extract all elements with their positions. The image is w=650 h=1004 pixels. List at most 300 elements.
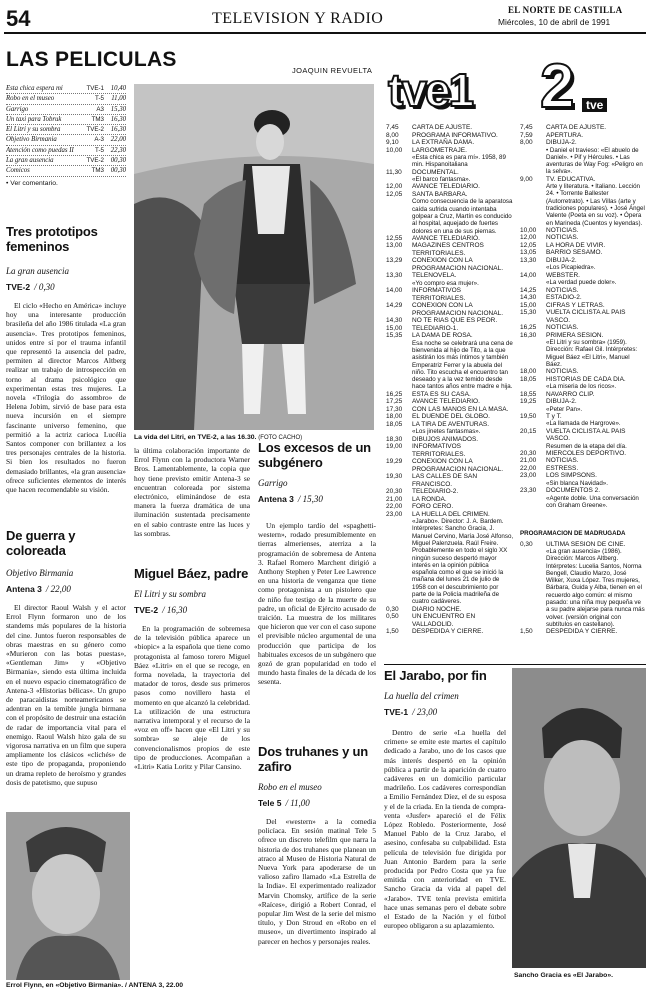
schedule-row [386, 436, 514, 444]
schedule-program: CARTA DE AJUSTE. [546, 124, 607, 131]
schedule-note: «Esta chica es para mí». 1958, 89 min. Hispanoitaliana [412, 154, 506, 169]
schedule-program: TV. EDUCATIVA. [546, 175, 596, 183]
film-grid [6, 84, 126, 187]
film-grid-time: 22,30 [110, 146, 126, 154]
schedule-time: 18,05 [386, 420, 403, 428]
section-title: TELEVISION Y RADIO [212, 10, 384, 27]
schedule-row [520, 302, 646, 310]
issue-date: Miércoles, 10 de abril de 1991 [498, 17, 611, 27]
schedule-time: 15,00 [520, 301, 537, 309]
schedule-note: Resumen de la etapa del día. [546, 442, 627, 450]
schedule-row [520, 287, 646, 295]
schedule-note: «Los Picapiedra». [546, 264, 596, 272]
schedule-program: EL DUENDE DEL GLOBO. [412, 413, 490, 421]
time: / 23,00 [412, 707, 438, 717]
schedule-time: 14,25 [520, 286, 537, 294]
page-number: 54 [6, 6, 31, 31]
schedule-row [520, 257, 646, 265]
schedule-time: 0,30 [386, 605, 399, 613]
schedule-row [520, 541, 646, 549]
peliculas-title: LAS PELICULAS [6, 48, 177, 71]
schedule-row [520, 332, 646, 340]
schedule-program: CIFRAS Y LETRAS. [546, 301, 605, 309]
schedule-row [386, 391, 514, 399]
schedule-program: NOTICIAS. [546, 368, 579, 376]
schedule-row [386, 124, 514, 132]
schedule-row [520, 487, 646, 495]
schedule-program: INFORMATIVOS TERRITORIALES. [412, 287, 466, 302]
schedule-row [386, 169, 514, 177]
film-title: Robo en el museo [258, 782, 322, 792]
schedule-time: 7,59 [520, 131, 533, 139]
film-grid-channel: TVE-2 [86, 157, 104, 165]
schedule-row [520, 124, 646, 132]
schedule-row [520, 450, 646, 458]
paper-name: EL NORTE DE CASTILLA [508, 5, 623, 15]
time: / 16,30 [162, 605, 188, 616]
schedule-row [520, 324, 646, 332]
schedule-note: «Sin blanca Navidad». [546, 479, 608, 487]
schedule-row [386, 183, 514, 191]
article-body: Un ejemplo tardío del «spaghetti-western», rodado presumiblemente en tierras almerienses, aterriza a la programación de sobremesa de Antena 3. Rafael Romero Marchent dirigió a Anthony Stephen y Peter Lee Lawrence en una historia de venganza que tiene como protagonista a un pistolero que de niño fue testigo de la muerte de su padre, un oficial de Ejército acusado de traición. La muestra de los militares que hicieron que ver con el caso supone el previsible núcleo argumental de una producción que participa de los habituales excesos de un subgénero que gozó de gran popularidad en todo el mundo hasta finales de la década de los sesenta. [258, 521, 376, 687]
schedule-program: PRIMERA SESION. [546, 331, 604, 339]
schedule-time: 16,30 [520, 331, 537, 339]
headline: Los excesos de un subgénero [258, 440, 371, 470]
schedule-program: LA DAMA DE ROSA. [412, 332, 473, 340]
schedule-row [386, 496, 514, 504]
channel: TVE-2 [6, 282, 31, 292]
schedule-note: Esa noche se celebrará una cena de bienvenida al hijo de Tito, a la que asistirán los más íntimos y también Emperatriz Ferrer y la abuela del niño. Tito escucha el encuentro tan deseado y a la vez temido desde hace tantos años entre madre e hija. [412, 339, 513, 391]
film-grid-row [6, 115, 126, 125]
schedule-program: NOTICIAS. [546, 457, 579, 465]
schedule-program: VUELTA CICLISTA AL PAIS VASCO. [546, 309, 626, 324]
madrugada-label: PROGRAMACION DE MADRUGADA [520, 530, 626, 537]
headline: Miguel Báez, padre [134, 566, 249, 582]
schedule-row [520, 376, 646, 384]
schedule-time: 14,30 [386, 317, 403, 325]
film-grid-time: 10,40 [110, 85, 126, 92]
film-grid-title: La gran ausencia [6, 157, 54, 165]
film-grid-title: Robo en el museo [6, 95, 55, 103]
schedule-row [386, 287, 514, 302]
schedule-time: 19,50 [520, 412, 537, 420]
schedule-program: LA HORA DE VIVIR. [546, 241, 606, 249]
schedule-time: 11,30 [386, 168, 402, 176]
headline: Tres prototipos femeninos [6, 224, 98, 254]
schedule-program: AVANCE TELEDIARIO. [412, 183, 480, 191]
jarabo-rule [384, 664, 646, 665]
schedule-row [386, 242, 514, 257]
time: / 22,00 [45, 584, 71, 594]
schedule-row [386, 511, 514, 519]
schedule-time: 16,25 [520, 324, 537, 332]
schedule-row [386, 413, 514, 421]
schedule-time: 12,00 [520, 234, 537, 242]
schedule-program: DIBUJA-2. [546, 398, 577, 406]
schedule-row [386, 628, 514, 636]
schedule-program: CARTA DE AJUSTE. [412, 124, 473, 131]
schedule-program: NAVARRO CLIP. [546, 390, 595, 398]
schedule-program: BARRIO SESAMO. [546, 249, 603, 257]
schedule-row [520, 368, 646, 376]
schedule-row [520, 234, 646, 242]
article-miguel-baez [134, 446, 250, 976]
channel: TVE-1 [384, 707, 409, 717]
schedule-program: ESTADIO-2. [546, 294, 582, 302]
film-grid-channel: TVE-1 [86, 85, 104, 92]
film-grid-row [6, 125, 126, 135]
schedule-time: 15,35 [386, 332, 403, 340]
schedule-time: 19,30 [386, 473, 403, 481]
schedule-program: DIARIO NOCHE. [412, 605, 462, 613]
schedule-program: AVANCE TELEDIARIO. [412, 398, 480, 406]
schedule-program: DESPEDIDA Y CIERRE. [412, 628, 484, 636]
article-truhanes [258, 744, 376, 984]
schedule-program: MIERCOLES DEPORTIVO. [546, 449, 627, 457]
schedule-time: 9,10 [386, 139, 399, 146]
schedule-program: LAS CALLES DE SAN FRANCISCO. [412, 473, 478, 488]
photo-credit: (FOTO CACHO) [258, 435, 303, 441]
schedule-time: 18,00 [520, 368, 537, 376]
film-title: La huella del crimen [384, 691, 459, 701]
schedule-note: «Los jinetes fantasmas». [412, 428, 481, 436]
schedule-row [386, 139, 514, 147]
schedule-program: VUELTA CICLISTA AL PAIS VASCO. [546, 427, 626, 443]
schedule-time: 13,30 [386, 272, 403, 280]
schedule-row [520, 272, 646, 280]
film-grid-title: Garrigo [6, 105, 29, 113]
schedule-note: «La llamada de Hargrove». [546, 420, 621, 428]
schedule-row [520, 413, 646, 421]
schedule-note: «El barco fantasma». [412, 176, 471, 184]
grid-legend-text: Ver comentario. [10, 179, 58, 187]
schedule-program: LARGOMETRAJE. [412, 146, 467, 154]
schedule-time: 18,05 [520, 375, 537, 383]
schedule-time: 20,30 [520, 449, 537, 457]
schedule-time: 12,05 [386, 190, 403, 198]
flynn-caption: Errol Flynn, en «Objetivo Birmania». / ANTENA 3, 22.00 [6, 982, 184, 989]
schedule-time: 8,00 [386, 131, 399, 139]
article-body: En la programación de sobremesa de la televisión pública aparece un «biopic» a la española que tiene como protagonista al famoso torero Miguel Báez «Litri» en el que se recoge, en forma novelada, la trayectoria del matador de toros, desde sus primeros pasos como novillero hasta el momento en que alcanzó la celebridad. La utilización de una estructura narrativa intemporal y el recurso de la «voz en off» hacen que «El Litri y su sombra» se aleje de los convencionalismos propios de este tipo de producciones. Acompañan a «Litri» Katia Loritz y Pilar Cansino. [134, 624, 250, 772]
tve1-logo-text: tve1 [388, 64, 473, 116]
film-grid-title: Esta chica espera mi [6, 85, 63, 92]
schedule-program: ESTA ES SU CASA. [412, 390, 471, 398]
film-grid-time: 00,30 [110, 167, 126, 175]
film-grid-time: 11,00 [111, 95, 126, 103]
schedule-row [520, 139, 646, 147]
schedule-time: 15,30 [520, 309, 537, 317]
schedule-time: 1,50 [520, 628, 533, 636]
film-grid-time: 00,30 [110, 157, 126, 165]
schedule-row [386, 398, 514, 406]
film-grid-title: Comicos [6, 167, 30, 175]
schedule-row [520, 428, 646, 443]
schedule-time: 22,00 [520, 464, 537, 472]
schedule-row [386, 458, 514, 473]
schedule-row [386, 503, 514, 511]
schedule-time: 21,00 [386, 495, 403, 503]
schedule-program: SANTA BARBARA. [412, 190, 468, 198]
schedule-row [520, 398, 646, 406]
film-grid-title: Objetivo Birmania [6, 136, 57, 144]
schedule-time: 10,00 [386, 146, 403, 154]
schedule-program: NOTICIAS. [546, 234, 579, 242]
schedule-time: 14,00 [520, 271, 537, 279]
schedule-time: 12,55 [386, 234, 403, 242]
schedule-time: 14,00 [386, 287, 403, 295]
schedule-row [520, 309, 646, 324]
schedule-program: NOTICIAS. [546, 286, 579, 294]
film-grid-time: 16,30 [110, 126, 126, 134]
schedule-row [386, 473, 514, 488]
channel: Antena 3 [6, 584, 42, 594]
time: / 15,30 [297, 494, 323, 504]
schedule-note: Arte y literatura. • Italiano. Lección 24. • Torrente Ballester (Autorretrato). • Las Villas (arte y tradiciones populares). • José Ángel Valente (Poeta en su voz). • Ópera en Marineda (Cuentos y leyendas). [546, 183, 645, 227]
schedule-row [520, 294, 646, 302]
schedule-time: 12,00 [386, 183, 403, 191]
schedule-row [386, 443, 514, 458]
channel: Tele 5 [258, 798, 282, 808]
schedule-row [386, 606, 514, 614]
schedule-row [386, 257, 514, 272]
headline: El Jarabo, por fin [384, 668, 487, 683]
litri-photo [134, 84, 374, 430]
schedule-program: TELEDIARIO-1. [412, 324, 459, 332]
schedule-time: 14,29 [386, 302, 403, 310]
schedule-row [386, 406, 514, 414]
article-tres-prototipos [6, 224, 126, 514]
film-grid-row [6, 156, 126, 166]
schedule-time: 20,15 [520, 427, 537, 435]
schedule-row [520, 457, 646, 465]
schedule-program: UN ENCUENTRO EN VALLADOLID. [412, 613, 476, 628]
schedule-program: TELENOVELA. [412, 272, 457, 280]
schedule-row [520, 249, 646, 257]
schedule-time: 23,00 [386, 510, 403, 518]
schedule-time: 20,30 [386, 488, 403, 496]
film-grid-row [6, 105, 126, 115]
schedule-program: FORO CERO. [412, 503, 454, 511]
caption-text: La vida del Litri, en TVE-2, a las 16.30. [134, 434, 257, 441]
film-grid-channel: TM3 [91, 167, 104, 175]
film-grid-title: El Litri y su sombra [6, 126, 61, 134]
schedule-time: 13,29 [386, 257, 403, 265]
schedule-program: AVANCE TELEDIARIO. [412, 234, 480, 242]
schedule-program: LA RONDA. [412, 495, 447, 503]
article-body: El director Raoul Walsh y el actor Errol Flynn formaron uno de los standems más populares de la historia del cine. Juntos fueron responsables de obras maestras en su género como «Murieron con las botas puestas», «Gentleman Jim» y «Objetivo Birmania», siendo esta última incluida en el nuevo espacio cinematográfico de Antena-3 «Historias bélicas». Un grupo de paracaidistas norteamericanos se adentran en la temible jungla birmana con el propósito de destruir una estación de radar de importancia vital para el enemigo. Raoul Walsh hizo gala de su vigorosa narrativa en un film que supera ampliamente los clásicos «clichés» de este tipo de propaganda, proponiendo un drama repleto de heroísmo y grandes dosis de patetismo, que supuso [6, 603, 126, 787]
channel: TVE-2 [134, 605, 159, 616]
article-body: Del «western» a la comedia policíaca. En sesión matinal Tele 5 ofrece un discreto telefilm que narra la historia de dos truhanes que planean un atraco al Museo de Historia Natural de Nueva York para apoderarse de un valioso zafiro llamado «La Estrella de la India». El experimentado realizador Marvin Chomsky, artífice de la serie «Raíces», dirigió a Robert Conrad, el popular Jim West de la serie del mismo título, y Don Stroud en «Robo en el museo», un divertimento inspirado al parecer en hechos y personajes reales. [258, 817, 376, 946]
schedule-note: «Yo compro esa mujer». [412, 279, 479, 287]
schedule-program: APERTURA. [546, 131, 584, 139]
film-title: El Litri y su sombra [134, 589, 207, 600]
schedule-program: CONEXION CON LA PROGRAMACION NACIONAL. [412, 302, 504, 317]
schedule-time: 14,30 [520, 294, 537, 302]
headline: Dos truhanes y un zafiro [258, 744, 369, 774]
film-grid-row [6, 135, 126, 145]
schedule-program: ESTRESS. [546, 464, 579, 472]
article-excesos [258, 440, 376, 770]
schedule-time: 21,00 [520, 457, 537, 465]
schedule-time: 7,45 [520, 124, 533, 131]
schedule-time: 19,00 [386, 443, 403, 451]
film-grid-time: 15,30 [110, 105, 126, 113]
film-grid-channel: T-5 [95, 146, 104, 154]
schedule-program: MAGAZINES CENTROS TERRITORIALES. [412, 242, 484, 257]
schedule-time: 17,25 [386, 398, 403, 406]
schedule-program: LA TIRA DE AVENTURAS. [412, 420, 490, 428]
time: / 11,00 [285, 798, 310, 808]
film-grid-time: 16,30 [110, 115, 126, 123]
schedule-program: WEBSTER. [546, 271, 580, 279]
schedule-time: 19,25 [520, 398, 537, 406]
film-grid-row [6, 166, 126, 176]
article-body: El ciclo «Hecho en América» incluye hoy una interesante producción brasileña del año 1986 titulada «La gran ausencia». Tres prototipos femeninos, unidos entre sí por el trauma infantil que representó la ausencia del padre, permiten al director Marcos Altberg realizar un trabajo de introspección en torno al drama psicológico que experimentan estas tres mujeres. La novela «Trilogía do assombro» de Helena Jobim, sirvió de base para esta nueva incursión en el siempre fascinante universo femenino, que permitió a la actriz carioca Lucélia Santos componer con brillantez a los tres personajes centrales de la historia. Si bien los resultados no fueron demasiado brillantes, «la gran ausencia» ofrece suficientes elementos de interés que hacen recomendable su visión. [6, 301, 126, 495]
tve1-logo [388, 64, 508, 120]
schedule-program: DOCUMENTOS 2. [546, 487, 601, 495]
schedule-program: CONEXION CON LA PROGRAMACION NACIONAL. [412, 458, 504, 473]
schedule-program: NOTICIAS. [546, 226, 579, 234]
schedule-program: INFORMATIVOS TERRITORIALES. [412, 443, 466, 458]
grid-legend: • Ver comentario. [6, 179, 58, 187]
schedule-time: 23,30 [520, 487, 537, 495]
schedule-time: 18,00 [386, 413, 403, 421]
schedule-program: DIBUJA-2. [546, 139, 577, 146]
schedule-program: LA EXTRAÑA DAMA. [412, 139, 475, 146]
schedule-time: 12,05 [520, 241, 537, 249]
schedule-program: NO TE RIAS QUE ES PEOR. [412, 317, 498, 325]
film-title: Objetivo Birmania [6, 568, 74, 578]
schedule-program: PROGRAMA INFORMATIVO. [412, 131, 498, 139]
headline: De guerra y coloreada [6, 528, 76, 558]
schedule-time: 7,45 [386, 124, 399, 131]
schedule-note: «La miseria de los ricos». [546, 383, 617, 391]
schedule-time: 17,30 [386, 405, 403, 413]
schedule-note: «El Litri y su sombra» (1959). Dirección: Rafael Gil. Intérpretes: Miguel Báez «El Litri», Manuel Báez. [546, 339, 638, 368]
schedule-program: DIBUJOS ANIMADOS. [412, 435, 479, 443]
schedule-time: 0,30 [520, 540, 533, 548]
schedule-row [520, 176, 646, 184]
schedule-program: CON LAS MANOS EN LA MASA. [412, 405, 509, 413]
schedule-row [386, 317, 514, 325]
article-body-continued: la última colaboración importante de Errol Flynn con la productora Warner Bros. Lamentablemente, la copia que hoy tiene previsto emitir Antena-3 se encuentran coloreada por sistema electrónico, eliminándose de esta manera la fuerza dramática de una iluminación sustentada precisamente en el sabio contraste entre las luces y las sombras. [134, 446, 250, 538]
schedule-note: Como consecuencia de la aparatosa caída sufrida cuando intentaba golpear a Cruz, Martín es conducido al hospital, aquejado de fuertes dolores en una de sus piernas. [412, 198, 513, 235]
film-grid-title: Un taxi para Tobruk [6, 115, 62, 123]
schedule-note: «Agente doble. Una conversación con Graham Greene». [546, 494, 639, 510]
schedule-program: DIBUJA-2. [546, 256, 577, 264]
schedule-note: «Jarabo». Director: J. A. Bardem. Intérpretes: Sancho Gracia, J. Manuel Cervino, María José Alfonso, Miguel Palenzuela. Raúl Freire. Probablemente en todo el siglo XX ningún suceso despertó mayor interés en la opinión pública española como el que se inició la mañana del lunes 21 de julio de 1958 con el descubrimiento por parte de la Policía madrileña de cuatro cadáveres. [412, 518, 514, 606]
schedule-time: 23,00 [520, 472, 537, 480]
film-grid-channel: TM3 [91, 115, 104, 123]
schedule-row [386, 613, 514, 628]
schedule-row [520, 391, 646, 399]
schedule-program: TELEDIARIO-2. [412, 488, 459, 496]
film-grid-channel: A3 [96, 105, 104, 113]
tve2-madrugada [520, 530, 646, 652]
sancho-photo [512, 668, 646, 968]
film-grid-channel: A-3 [94, 136, 104, 144]
schedule-time: 18,55 [520, 390, 537, 398]
tve2-logo-text: tve [582, 98, 607, 112]
schedule-note: «La gran ausencia» (1986). Dirección: Marcos Altberg. Intérpretes: Lucelia Santos, Norma Bengell, Claudio Marzo, José Wilker, Xuxa López. Tres mujeres, Bárbara, Guida y Alba, tienen en el recuerdo algo común: el mismo pasado: una niña muy pequeña ve a su padre alejarse para nunca más volver. (versión original con subtítulos en castellano). [546, 548, 645, 628]
film-grid-title: Atención como puedas II [6, 146, 74, 154]
schedule-row [386, 302, 514, 317]
article-guerra [6, 528, 126, 818]
schedule-row [520, 227, 646, 235]
schedule-row [386, 132, 514, 140]
film-grid-time: 22,00 [110, 136, 126, 144]
schedule-row [520, 472, 646, 480]
tve2-logo-number: 2 [540, 52, 575, 121]
time: / 0,30 [34, 282, 55, 292]
sancho-illustration [512, 668, 646, 968]
schedule-program: T y T. [546, 412, 562, 420]
film-grid-row [6, 84, 126, 94]
schedule-program: CONEXION CON LA PROGRAMACION NACIONAL. [412, 257, 504, 272]
schedule-row [520, 465, 646, 473]
masthead-rule [4, 32, 646, 34]
schedule-time: 13,05 [520, 249, 537, 257]
schedule-program: HISTORIAS DE CADA DIA. [546, 375, 626, 383]
schedule-row [386, 488, 514, 496]
schedule-row [386, 272, 514, 280]
schedule-row [386, 421, 514, 429]
schedule-row [386, 332, 514, 340]
schedule-row [386, 325, 514, 333]
schedule-row [520, 132, 646, 140]
schedule-note: • Daniel el travieso: «El abuelo de Daniel». • Pif y Hércules. • Las aventuras de Way Fog: «Peligro en la selva». [546, 146, 643, 176]
schedule-program: LOS SIMPSONS. [546, 472, 597, 480]
schedule-note: «Peter Pan». [546, 405, 583, 413]
schedule-row [386, 147, 514, 155]
schedule-program: NOTICIAS. [546, 324, 579, 332]
schedule-time: 9,00 [520, 175, 533, 183]
flynn-photo [6, 812, 130, 980]
film-title: Garrigo [258, 478, 288, 488]
byline: JOAQUIN REVUELTA [292, 66, 373, 75]
schedule-program: ULTIMA SESION DE CINE. [546, 540, 626, 548]
tve2-logo [540, 52, 630, 126]
schedule-time: 15,00 [386, 324, 403, 332]
schedule-time: 10,00 [520, 226, 537, 234]
schedule-time: 22,00 [386, 503, 403, 511]
schedule-row [520, 628, 646, 636]
schedule-time: 19,29 [386, 458, 403, 466]
schedule-program: LA HUELLA DEL CRIMEN. [412, 510, 490, 518]
film-grid-row [6, 94, 126, 104]
article-body: Dentro de serie «La huella del crimen» se emite este martes el capítulo dedicado a Jarabo, uno de los casos que más interés despertó en la opinión pública a partir de la aparición de cuatro cadáveres en un domicilio particular madrileño. Los cadáveres correspondían a Emilio Fernández Díez, el de su esposa y el de la criada. En la tienda de compra-venta «Jusfer» apareció el de Félix López Robledo. Posteriormente, José Manuel Pablo de la Cruz Jarabo, el asesino, confesaba su culpabilidad. Esta película de televisión fue dirigida por Juan Antonio Bardem para la serie producida por Pedro Costa que ya fue emitida con anterioridad en TVE. Sancho Gracia da vida al papel del «Jarabo». TVE tenía prevista emitirla hace unas semanas pero el debate sobre el Estado de la Nación y el fútbol europeo obligaron a su aplazamiento. [384, 728, 506, 931]
schedule-time: 1,50 [386, 628, 399, 636]
schedule-time: 16,25 [386, 390, 403, 398]
schedule-program: DESPEDIDA Y CIERRE. [546, 628, 618, 636]
tve1-schedule [386, 124, 514, 672]
flynn-illustration [6, 812, 130, 980]
film-grid-channel: TVE-2 [86, 126, 104, 134]
film-grid-channel: T-5 [95, 95, 104, 103]
film-grid-row [6, 146, 126, 156]
sancho-caption: Sancho Gracia es «El Jarabo». [514, 972, 613, 979]
schedule-time: 18,30 [386, 435, 403, 443]
schedule-time: 13,30 [520, 256, 537, 264]
schedule-note: «La verdad puede doler». [546, 279, 617, 287]
schedule-time: 8,00 [520, 139, 533, 146]
article-jarabo [384, 668, 506, 988]
schedule-row [386, 191, 514, 199]
schedule-time: 0,50 [386, 613, 399, 621]
schedule-program: DOCUMENTAL. [412, 168, 459, 176]
schedule-time: 13,00 [386, 242, 403, 250]
channel: Antena 3 [258, 494, 294, 504]
